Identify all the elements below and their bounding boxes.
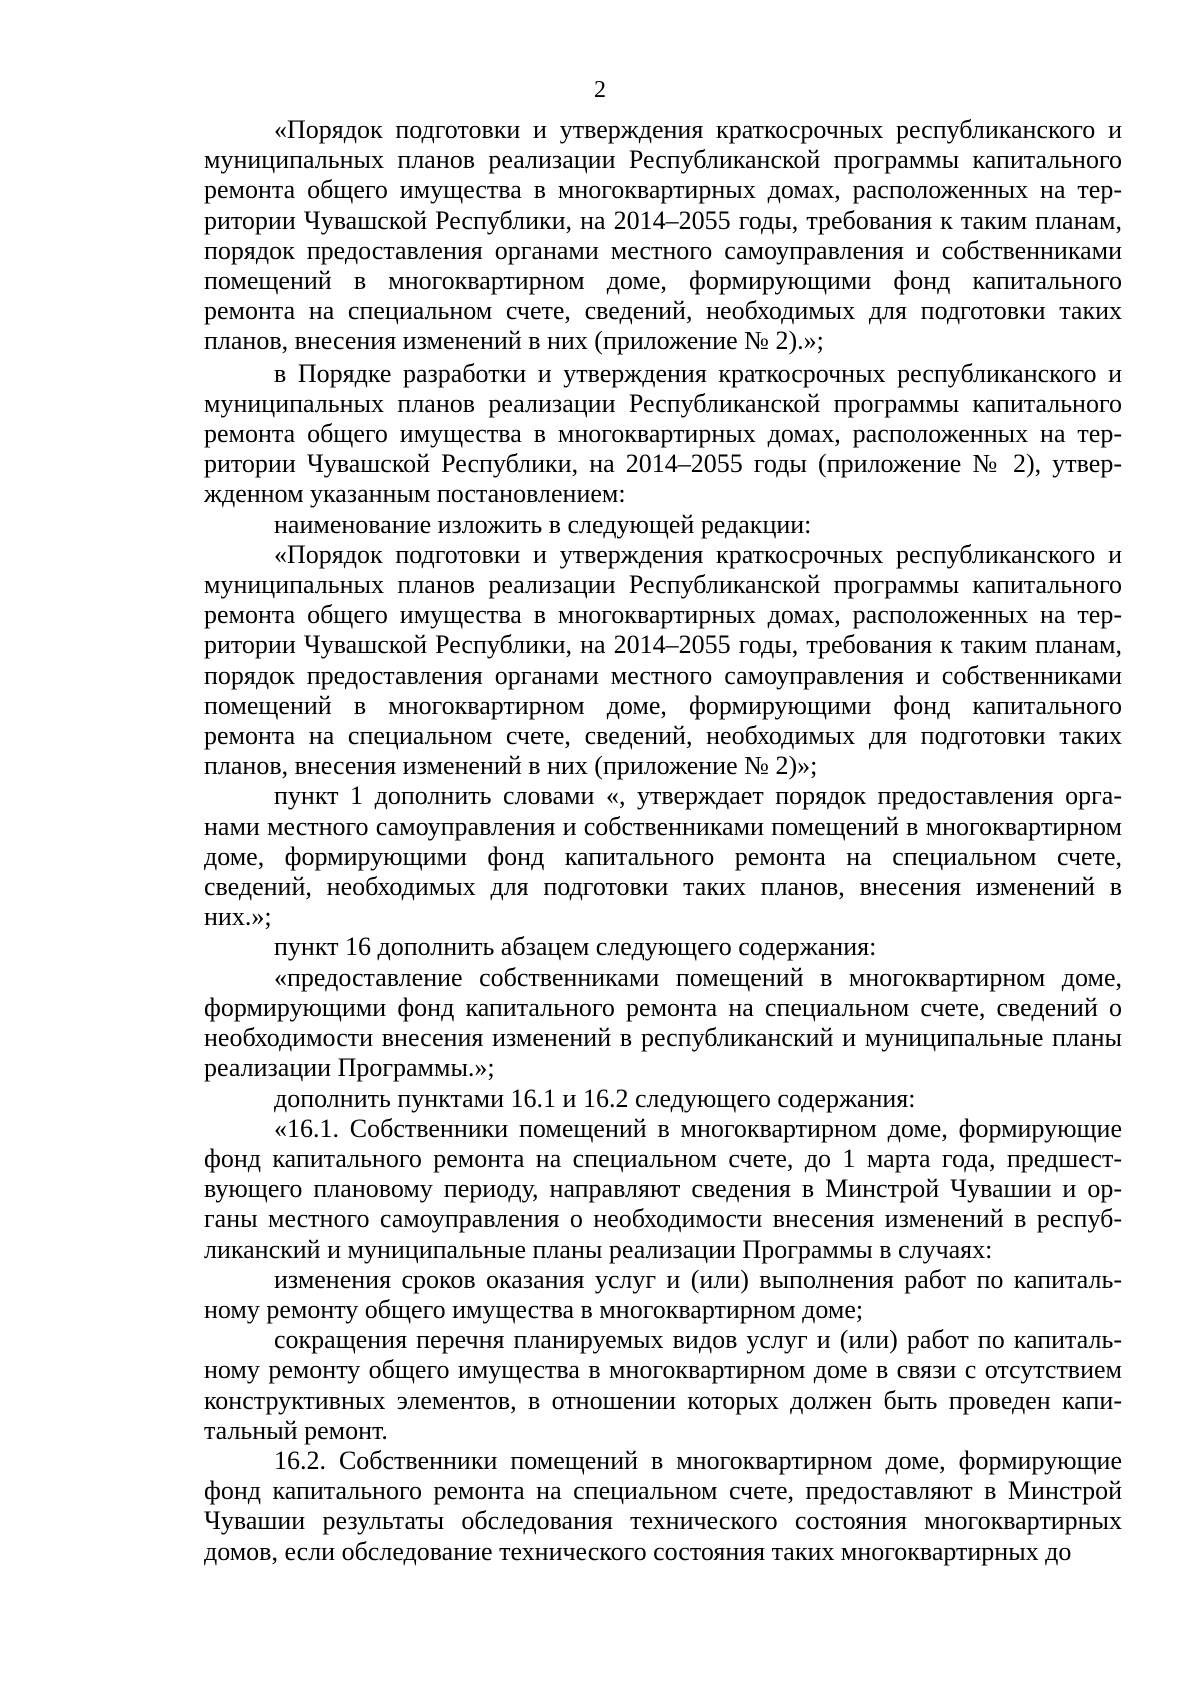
paragraph-point-1: пункт 1 дополнить словами «, утверждает порядок предоставления органами местного самоуправления и собственниками помещений в многоквартирном доме, формирующими фонд капитального ремонта на специальном счете, сведений, необходимых для подготовки таких планов, внесения изменений в них.»; — [204, 781, 1122, 932]
paragraph-quoted-title-1: «Порядок подготовки и утверждения краткосрочных республиканского и муниципальных планов реализации Республиканской программы капитального ремонта общего имущества в многоквартирных домах, расположенных на территории Чувашской Республики, на 2014–2055 годы, требования к таким планам, порядок предоставления органами местного самоуправления и собственниками помещений в многоквартирном доме, формирующими фонд капитального ремонта на специальном счете, сведений, необходимых для подготовки таких планов, внесения изменений в них (приложение № 2).»; — [204, 115, 1122, 356]
document-body — [204, 115, 1122, 1567]
paragraph-point-16: пункт 16 дополнить абзацем следующего содержания: — [274, 932, 877, 962]
paragraph-title-instruction: наименование изложить в следующей редакции: — [274, 509, 812, 539]
paragraph-quoted-title-2: «Порядок подготовки и утверждения краткосрочных республиканского и муниципальных планов реализации Республиканской программы капитального ремонта общего имущества в многоквартирных домах, расположенных на территории Чувашской Республики, на 2014–2055 годы, требования к таким планам, порядок предоставления органами местного самоуправления и собственниками помещений в многоквартирном доме, формирующими фонд капитального ремонта на специальном счете, сведений, необходимых для подготовки таких планов, внесения изменений в них (приложение № 2)»; — [204, 539, 1122, 781]
paragraph-point-16-2: 16.2. Собственники помещений в многоквартирном доме, формирующие фонд капитального ремонта на специальном счете, предоставляют в Минстрой Чувашии результаты обследования технического состояния многоквартирных домов, если обследование технического состояния таких многоквартирных до — [204, 1445, 1122, 1566]
paragraph-add-points: дополнить пунктами 16.1 и 16.2 следующего содержания: — [274, 1083, 916, 1113]
paragraph-amendment-intro: в Порядке разработки и утверждения краткосрочных республиканского и муниципальных планов реализации Республиканской программы капитального ремонта общего имущества в многоквартирных домах, расположенных на территории Чувашской Республики, на 2014–2055 годы (приложение № 2), утвержденном указанным постановлением: — [204, 358, 1122, 509]
paragraph-point-16-text: «предоставление собственниками помещений в многоквартирном доме, формирующими фонд капитального ремонта на специальном счете, сведений о необходимости внесения изменений в республиканский и муниципальные планы реализации Программы.»; — [204, 962, 1122, 1083]
page-number: 2 — [594, 77, 606, 103]
paragraph-point-16-1: «16.1. Собственники помещений в многоквартирном доме, формирующие фонд капитального ремонта на специальном счете, до 1 марта года, предшествующего плановому периоду, направляют сведения в Минстрой Чувашии и органы местного самоуправления о необходимости внесения изменений в республиканский и муниципальные планы реализации Программы в случаях: — [204, 1113, 1122, 1264]
paragraph-case-1: изменения сроков оказания услуг и (или) выполнения работ по капитальному ремонту общего имущества в многоквартирном доме; — [204, 1264, 1122, 1324]
paragraph-case-2: сокращения перечня планируемых видов услуг и (или) работ по капитальному ремонту общего имущества в многоквартирном доме в связи с отсутствием конструктивных элементов, в отношении которых должен быть проведен капитальный ремонт. — [204, 1325, 1122, 1445]
